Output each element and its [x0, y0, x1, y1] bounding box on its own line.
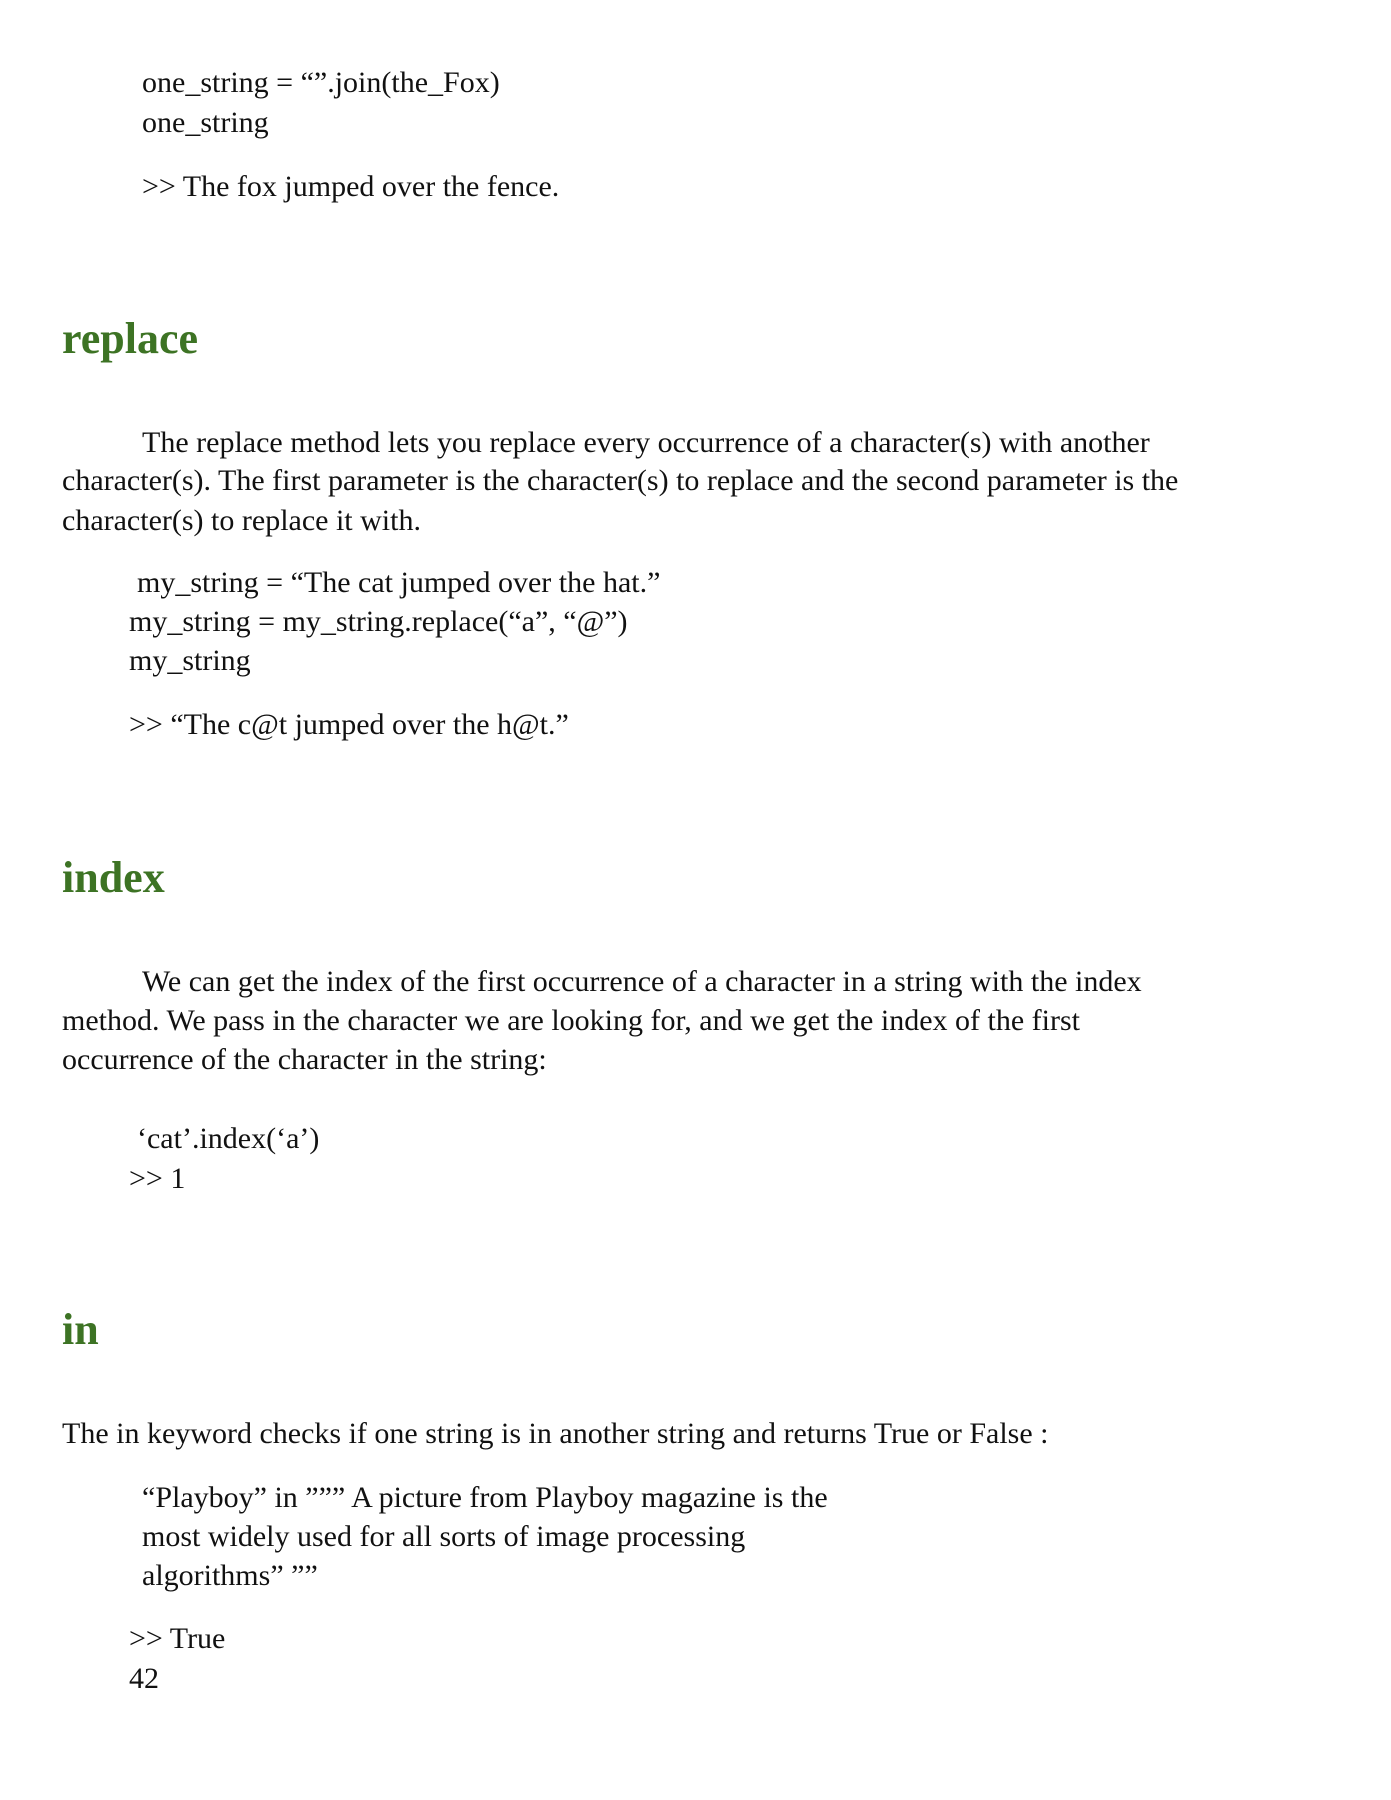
index-output: >> 1: [129, 1162, 186, 1195]
page-number: 42: [129, 1662, 159, 1695]
index-para-line-1: We can get the index of the first occurrence of a character in a string with the index: [142, 965, 1142, 998]
replace-code-line-2: my_string = my_string.replace(“a”, “@”): [129, 605, 628, 638]
in-code-line-1: “Playboy” in ””” A picture from Playboy magazine is the: [142, 1481, 828, 1514]
replace-heading: replace: [62, 314, 199, 363]
index-heading: index: [62, 853, 165, 902]
in-code-line-2: most widely used for all sorts of image processing: [142, 1520, 746, 1553]
index-code-line-1: ‘cat’.index(‘a’): [137, 1122, 320, 1155]
in-para-line-1: The in keyword checks if one string is in another string and returns True or False :: [62, 1417, 1049, 1450]
join-code-line-1: one_string = “”.join(the_Fox): [142, 66, 500, 99]
in-code-line-3: algorithms” ””: [142, 1559, 318, 1592]
index-para-line-3: occurrence of the character in the string:: [62, 1043, 547, 1076]
replace-para-line-1: The replace method lets you replace every occurrence of a character(s) with another: [142, 426, 1150, 459]
replace-code-line-1: my_string = “The cat jumped over the hat.”: [137, 566, 661, 599]
in-heading: in: [62, 1305, 99, 1354]
replace-output: >> “The c@t jumped over the h@t.”: [129, 708, 569, 741]
replace-code-line-3: my_string: [129, 644, 251, 677]
replace-para-line-2: character(s). The first parameter is the character(s) to replace and the second parameter is the: [62, 464, 1179, 497]
index-para-line-2: method. We pass in the character we are looking for, and we get the index of the first: [62, 1004, 1080, 1037]
join-code-line-2: one_string: [142, 106, 269, 139]
join-output: >> The fox jumped over the fence.: [142, 170, 560, 203]
in-output: >> True: [129, 1622, 226, 1655]
replace-para-line-3: character(s) to replace it with.: [62, 504, 421, 537]
